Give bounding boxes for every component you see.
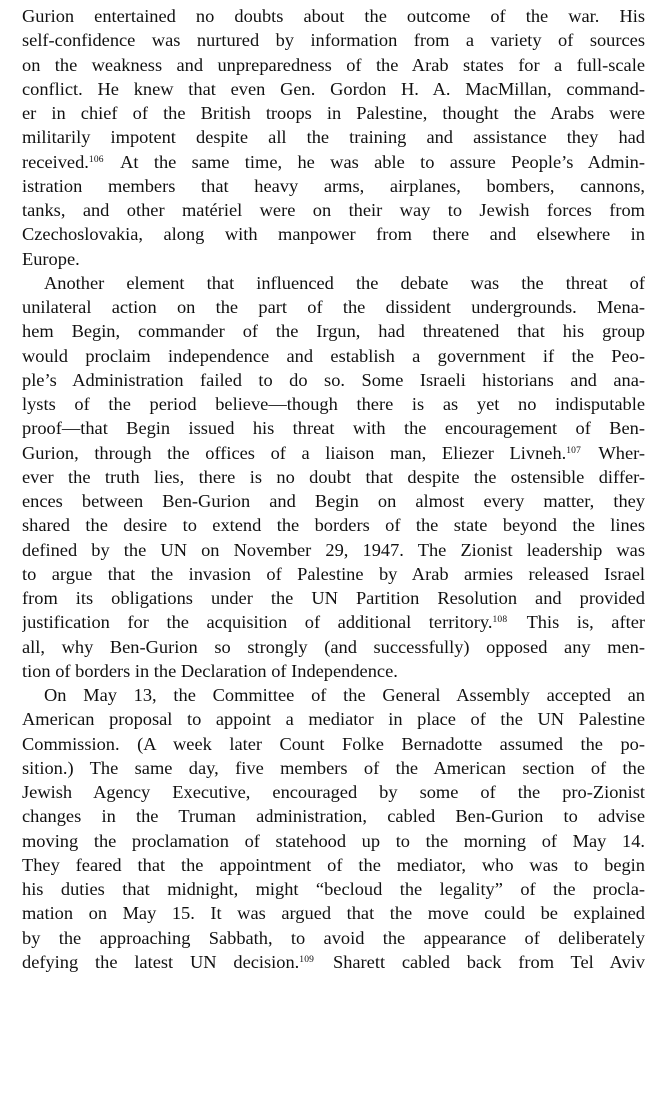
footnote-reference: 108 [492, 615, 508, 626]
text-line: mation on May 15. It was argued that the move could be explained [22, 903, 645, 924]
text-segment: Wher- [583, 442, 645, 463]
text-segment: received. [22, 151, 89, 172]
text-line [22, 950, 645, 974]
text-line: Another element that influenced the debate was the threat of [44, 272, 645, 293]
text-line: on the weakness and unpreparedness of the Arab states for a full-scale [22, 54, 645, 75]
text-line: Gurion entertained no doubts about the outcome of the war. His [22, 6, 645, 26]
text-line: lysts of the period believe—though there is as yet no indisputable [22, 394, 645, 414]
text-line: moving the proclamation of statehood up to the morning of May 14. [22, 830, 645, 851]
text-line: to argue that the invasion of Palestine by Arab armies released Israel [22, 563, 645, 584]
text-line: tanks, and other matériel were on their way to Jewish forces from [22, 200, 645, 220]
footnote-reference: 107 [566, 445, 582, 456]
text-line: istration members that heavy arms, airplanes, bombers, cannons, [22, 175, 645, 196]
footnote-reference: 106 [88, 154, 104, 165]
text-line: unilateral action on the part of the dissident undergrounds. Mena- [22, 297, 645, 317]
text-line: defined by the UN on November 29, 1947. The Zionist leadership was [22, 539, 645, 560]
footnote-reference: 109 [299, 954, 315, 965]
text-segment: Sharett cabled back from Tel Aviv [316, 951, 645, 972]
text-line: sition.) The same day, five members of the American section of the [22, 757, 645, 778]
text-line: On May 13, the Committee of the General Assembly accepted an [44, 685, 645, 705]
text-segment: This is, after [509, 612, 645, 633]
text-line: conflict. He knew that even Gen. Gordon H. A. MacMillan, command- [22, 78, 645, 99]
text-segment: Gurion, through the offices of a liaison man, Eliezer Livneh. [22, 442, 567, 463]
paragraph-3 [22, 683, 645, 974]
text-line: They feared that the appointment of the mediator, who was to begin [22, 854, 645, 875]
text-line: all, why Ben-Gurion so strongly (and successfully) opposed any men- [22, 636, 645, 657]
text-line: Commission. (A week later Count Folke Bernadotte assumed the po- [22, 733, 645, 754]
text-segment: defying the latest UN decision. [22, 951, 300, 972]
text-line: ple’s Administration failed to do so. Some Israeli historians and ana- [22, 369, 645, 390]
text-line: Czechoslovakia, along with manpower from there and elsewhere in [22, 224, 645, 245]
text-line [22, 610, 645, 634]
text-line: American proposal to appoint a mediator in place of the UN Palestine [22, 709, 645, 730]
text-line: er in chief of the British troops in Palestine, thought the Arabs were [22, 103, 645, 123]
text-line: would proclaim independence and establish a government if the Peo- [22, 345, 645, 366]
text-line: self-confidence was nurtured by information from a variety of sources [22, 30, 645, 51]
text-line: shared the desire to extend the borders of the state beyond the lines [22, 515, 645, 536]
text-line: from its obligations under the UN Partition Resolution and provided [22, 588, 645, 608]
text-segment: At the same time, he was able to assure People’s Admin- [105, 151, 645, 172]
page-body [22, 4, 645, 974]
text-line: ences between Ben-Gurion and Begin on almost every matter, they [22, 491, 645, 511]
text-line: ever the truth lies, there is no doubt that despite the ostensible differ- [22, 466, 645, 487]
text-line: hem Begin, commander of the Irgun, had threatened that his group [22, 321, 645, 342]
paragraph-2 [22, 271, 645, 683]
text-line: Europe. [22, 248, 80, 269]
text-segment: justification for the acquisition of additional territory. [22, 612, 493, 633]
text-line: proof—that Begin issued his threat with the encouragement of Ben- [22, 418, 645, 439]
text-line: tion of borders in the Declaration of Independence. [22, 660, 398, 681]
text-line [22, 441, 645, 465]
paragraph-1 [22, 4, 645, 271]
text-line: changes in the Truman administration, cabled Ben-Gurion to advise [22, 806, 645, 827]
text-line: militarily impotent despite all the training and assistance they had [22, 127, 645, 148]
text-line [22, 150, 645, 174]
text-line: by the approaching Sabbath, to avoid the appearance of deliberately [22, 927, 645, 948]
text-line: his duties that midnight, might “becloud the legality” of the procla- [22, 879, 645, 899]
text-line: Jewish Agency Executive, encouraged by some of the pro-Zionist [22, 782, 645, 802]
